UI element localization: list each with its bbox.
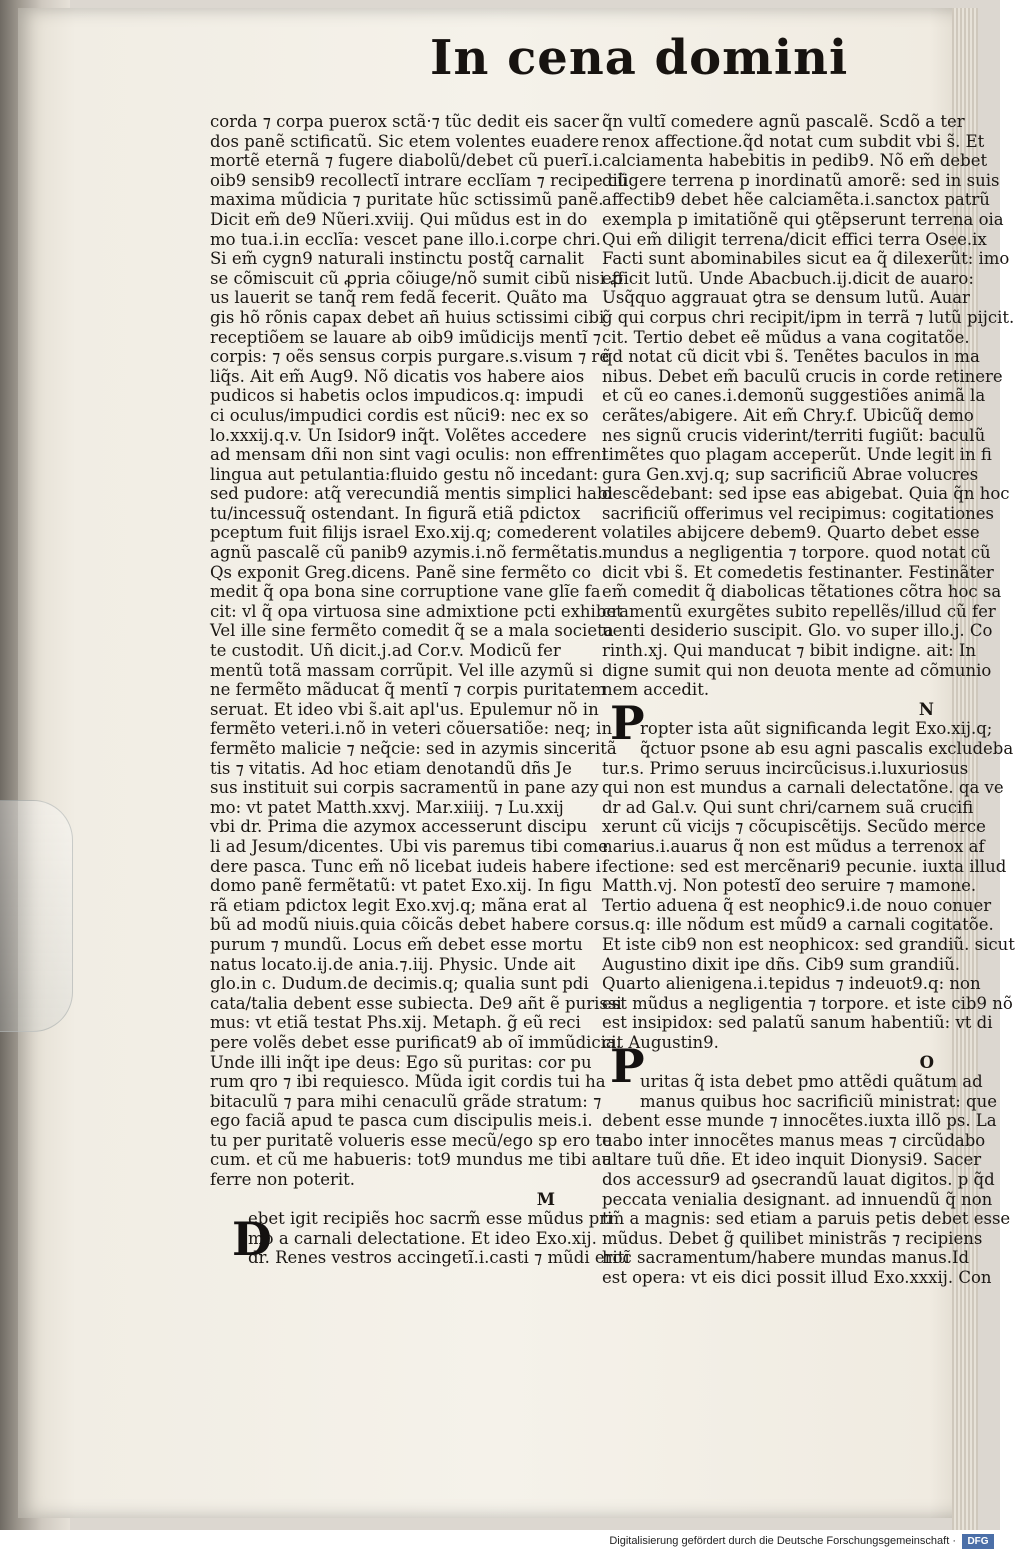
text-line: rum qro ⁊ ibi requiesco. Mũda igit cordis tui ha: [210, 1072, 606, 1092]
text-line: dr. Renes vestros accingetĩ.i.casti ⁊ mũdi eritĩ: [248, 1248, 630, 1268]
text-line: sacrificiũ offerimus vel recipimus: cogitationes: [602, 503, 995, 523]
text-line: cit. Tertio debet eẽ mũdus a vana cogitatõe.: [602, 327, 970, 347]
text-line: natus locato.ij.de ania.⁊.iij. Physic. Unde ait: [210, 954, 576, 974]
text-line: uenti desiderio suscipit. Glo. vo super illo.j. Co: [602, 621, 993, 641]
text-line: et cũ eo canes.i.demonũ suggestiões animã la: [602, 386, 986, 406]
text-line: manus quibus hoc sacrificiũ ministrat: que: [640, 1091, 998, 1111]
text-line: tis ⁊ vitatis. Ad hoc etiam denotandũ dñs Je: [210, 758, 572, 778]
text-line: medit q̃ opa bona sine corruptione vane glĩe fa: [210, 582, 601, 602]
text-line: exempla p imitatiõnẽ qui ꝯtẽpserunt terrena oia: [602, 209, 1004, 229]
text-line: ci oculus/impudici cordis est nũci9: nec ex so: [210, 405, 589, 425]
text-line: mentũ totã massam corrũpit. Vel ille azymũ si: [210, 660, 594, 680]
text-line: dr ad Gal.v. Qui sunt chri/carnem suã crucifi: [602, 797, 974, 817]
text-line: pere volẽs debet esse purificat9 ab oĩ immũdicia.: [210, 1032, 622, 1052]
text-line: peccata venialia designant. ad innuendũ q̃ non: [602, 1189, 993, 1209]
text-line: tu per puritatẽ volueris esse mecũ/ego sp ero te: [210, 1130, 612, 1150]
text-line: Unde illi inq̃t ipe deus: Ego sũ puritas: cor pu: [210, 1052, 592, 1072]
text-line: fermẽto veteri.i.nõ in veteri cõuersatiõe: neq; in: [210, 719, 613, 739]
text-line: sed pudore: atq̃ verecundiã mentis simplici habi: [210, 484, 613, 504]
text-line: ne fermẽto mãducat q̃ mentĩ ⁊ corpis puritatem: [210, 680, 607, 700]
text-line: debent esse munde ⁊ innocẽtes.iuxta illõ ps. La: [602, 1111, 997, 1131]
text-line: Facti sunt abominabiles sicut ea q̃ dilexerũt: imo: [602, 249, 1010, 269]
text-line: q̃n vultĩ comedere agnũ pascalẽ. Scdõ a ter: [602, 112, 965, 131]
text-line: purum ⁊ mundũ. Locus em̃ debet esse mortu: [210, 934, 583, 954]
text-line: Et iste cib9 non est neophicox: sed grandiũ. sicut: [602, 934, 1015, 954]
text-line: nem accedit.: [602, 680, 710, 700]
text-line: ebet igit recipiẽs hoc sacrm̃ esse mũdus pri: [248, 1209, 613, 1229]
text-line: rinth.xj. Qui manducat ⁊ bibit indigne. ait: In: [602, 641, 977, 661]
text-line: ropter ista aũt significanda legit Exo.xij.q;: [640, 719, 993, 739]
text-line: ad mensam dñi non sint vagi oculis: non effreni: [210, 445, 607, 465]
initial-letter-p: P: [610, 696, 645, 750]
text-line: cramentũ exurgẽtes subito repellẽs/illud cũ fer: [602, 601, 996, 621]
text-line: tu/incessuq̃ ostendant. In figurã etiã pdictox: [210, 503, 581, 523]
text-line: domo panẽ fermẽtatũ: vt patet Exo.xij. In figu: [210, 876, 592, 896]
text-line: gis hõ rõnis capax debet añ huius sctissimi cibi: [210, 307, 605, 327]
page-clip: [0, 800, 73, 1032]
text-line: sus instituit sui corpis sacramentũ in pane azy: [210, 778, 599, 798]
text-line: ferre non poterit.: [210, 1170, 356, 1190]
text-line: Qui em̃ diligit terrena/dicit effici terra Osee.ix: [602, 229, 987, 249]
text-line: nibus. Debet em̃ baculũ crucis in corde retinere: [602, 366, 1003, 386]
text-line: uabo inter innocẽtes manus meas ⁊ circũdabo: [602, 1130, 986, 1150]
text-line: corda ⁊ corpa puerox sctã·⁊ tũc dedit eis sacer: [210, 112, 599, 131]
footer-bar: [0, 1530, 1000, 1554]
text-line: tm̃ a magnis: sed etiam a paruis petis debet esse: [602, 1209, 1011, 1229]
text-line: us lauerit se tanq̃ rem fedã fecerit. Quãto ma: [210, 288, 588, 308]
text-column-right: [602, 112, 1015, 1288]
text-line: bitaculũ ⁊ para mihi cenaculũ grãde stratum: ⁊: [210, 1091, 602, 1111]
text-column-left: [210, 112, 630, 1268]
text-line: corpis: ⁊ oẽs sensus corpis purgare.s.visum ⁊ re: [210, 347, 610, 367]
text-line: Matth.vj. Non potestĩ deo seruire ⁊ mamone.: [602, 876, 977, 896]
text-line: Quarto alienigena.i.tepidus ⁊ indeuot9.q: non: [602, 974, 981, 994]
text-line: digne sumit qui non deuota mente ad cõmunio: [602, 660, 992, 680]
text-line: diligere terrena p inordinatũ amorẽ: sed in suis: [602, 170, 1000, 190]
initial-letter-p-second: P: [610, 1039, 645, 1093]
text-line: narius.i.auarus q̃ non est mũdus a terrenox af: [602, 836, 985, 856]
text-line: q̃ctuor psone ab esu agni pascalis excludeba: [640, 739, 1014, 758]
text-line: Usq̃quo aggrauat ꝯtra se densum lutũ. Auar: [602, 288, 970, 308]
text-line: mundus a negligentia ⁊ torpore. quod notat cũ: [602, 543, 991, 563]
text-line: Dicit em̃ de9 Nũeri.xviij. Qui mũdus est in do: [210, 209, 588, 229]
text-line: oib9 sensib9 recollectĩ intrare ecclĩam ⁊ recipe cũ: [210, 170, 628, 190]
text-line: g̃ qui corpus chri recipit/ipm in terrã ⁊ lutũ pijcit.: [602, 307, 1015, 327]
text-line: qui non est mundus a carnali delectatõne. qa ve: [602, 778, 1004, 798]
text-line: te custodit. Uñ dicit.j.ad Cor.v. Modicũ fer: [210, 641, 561, 661]
text-line: altare tuũ dñe. Et ideo inquit Dionysi9. Sacer: [602, 1150, 982, 1170]
text-line: efficit lutũ. Unde Abacbuch.ij.dicit de auaro:: [602, 268, 974, 288]
text-line: Si em̃ cygn9 naturali instinctu postq̃ carnalit: [210, 249, 584, 269]
text-line: q̃d notat cũ dicit vbi s̃. Tenẽtes baculos in ma: [602, 347, 980, 367]
text-line: cata/talia debent esse subiecta. De9 añt ẽ purissi: [210, 993, 622, 1013]
text-line: renox affectione.q̃d notat cum subdit vbi s̃. Et: [602, 131, 985, 151]
text-line: maxima mũdicia ⁊ puritate hũc sctissimũ panẽ.: [210, 190, 604, 210]
text-line: descẽdebant: sed ipse eas abigebat. Quia q̃n hoc: [602, 484, 1010, 504]
text-line: mo a carnali delectatione. Et ideo Exo.xij.: [248, 1228, 597, 1248]
text-line: est opera: vt eis dici possit illud Exo.xxxij. Con: [602, 1268, 992, 1288]
text-line: xerunt cũ vicijs ⁊ cõcupiscẽtijs. Secũdo merce: [602, 817, 986, 837]
signature-mark: M: [536, 1189, 555, 1209]
initial-letter-d: D: [232, 1212, 272, 1266]
text-line: pudicos si habetis oclos impudicos.q: impudi: [210, 386, 584, 406]
text-line: ego faciã apud te pasca cum discipulis meis.i.: [210, 1111, 593, 1131]
text-line: agnũ pascalẽ cũ panib9 azymis.i.nõ fermẽtatis.: [210, 543, 603, 563]
text-line: Tertio aduena q̃ est neophic9.i.de nouo conuer: [602, 895, 992, 915]
text-line: lo.xxxij.q.v. Un Isidor9 inq̃t. Volẽtes accedere: [210, 425, 587, 445]
text-line: mortẽ eternã ⁊ fugere diabolũ/debet cũ puerĩ.i.: [210, 151, 604, 171]
text-line: mo tua.i.in ecclĩa: vescet pane illo.i.corpe chri.: [210, 229, 601, 249]
text-line: receptiõem se lauare ab oib9 imũdicijs mentĩ ⁊: [210, 327, 601, 347]
text-line: cerãtes/abigere. Ait em̃ Chry.f. Ubicũq̃ demo: [602, 405, 974, 425]
text-line: sus.q: ille nõdum est mũd9 a carnali cogitatõe.: [602, 915, 994, 935]
text-line: se cõmiscuit cũ ꝓpria cõiuge/nõ sumit cibũ nisi ꝓ: [210, 268, 624, 288]
text-line: lingua aut petulantia:fluido gestu nõ incedant:: [210, 464, 599, 484]
text-line: cum. et cũ me habueris: tot9 mundus me tibi au: [210, 1150, 613, 1170]
dfg-logo: DFG: [962, 1534, 994, 1549]
text-line: em̃ comedit q̃ diabolicas tẽtationes cõtra hoc sa: [602, 582, 1002, 602]
text-line: Vel ille sine fermẽto comedit q̃ se a mala societa: [210, 621, 614, 641]
text-line: hoc sacramentum/habere mundas manus.Id: [602, 1248, 970, 1268]
text-line: pceptum fuit filijs israel Exo.xij.q; comederent: [210, 523, 597, 543]
text-line: calciamenta habebitis in pedib9. Nõ em̃ debet: [602, 151, 988, 171]
signature-mark: O: [919, 1052, 934, 1072]
running-title: In cena domini: [430, 30, 849, 86]
signature-mark: N: [918, 699, 934, 719]
text-line: bũ ad modũ niuis.quia cõicãs debet habere cor: [210, 915, 602, 935]
text-line: liq̃s. Ait em̃ Aug9. Nõ dicatis vos habere aios: [210, 366, 585, 386]
text-line: vbi dr. Prima die azymox accesserunt discipu: [210, 817, 588, 837]
text-line: Augustino dixit ipe dñs. Cib9 sum grandiũ.: [602, 954, 961, 974]
text-line: fermẽto malicie ⁊ neq̃cie: sed in azymis sinceritã: [210, 739, 617, 758]
digitization-credit: Digitalisierung gefördert durch die Deutsche Forschungsgemeinschaft ·: [609, 1535, 956, 1547]
text-line: volatiles abijcere debem9. Quarto debet esse: [602, 523, 980, 543]
text-line: est mũdus a negligentia ⁊ torpore. et iste cib9 nõ: [602, 993, 1013, 1013]
text-line: mus: vt etiã testat Phs.xij. Metaph. g̃ eũ reci: [210, 1013, 581, 1033]
text-line: cit Augustin9.: [602, 1032, 719, 1052]
text-line: est insipidox: sed palatũ sanum habentiũ: vt di: [602, 1013, 993, 1033]
text-line: dos panẽ sctificatũ. Sic etem volentes euadere: [210, 131, 600, 151]
text-line: glo.in c. Dudum.de decimis.q; qualia sunt pdi: [210, 974, 589, 994]
text-line: dere pasca. Tunc em̃ nõ licebat iudeis habere i: [210, 856, 601, 876]
text-line: mũdus. Debet g̃ quilibet ministrãs ⁊ recipiens: [602, 1228, 983, 1248]
text-line: tur.s. Primo seruus incircũcisus.i.luxuriosus: [602, 758, 969, 778]
text-line: uritas q̃ ista debet pmo attẽdi quãtum ad: [640, 1072, 983, 1092]
text-line: seruat. Et ideo vbi s̃.ait apl'us. Epulemur nõ in: [210, 699, 599, 719]
text-line: cit: vl q̃ opa virtuosa sine admixtione pcti exhibet: [210, 601, 623, 621]
text-line: li ad Jesum/dicentes. Ubi vis paremus tibi come: [210, 836, 608, 856]
text-line: mo: vt patet Matth.xxvj. Mar.xiiij. ⁊ Lu.xxij: [210, 797, 564, 817]
text-line: nes signũ crucis viderint/territi fugiũt: baculũ: [602, 425, 986, 445]
text-line: gura Gen.xvj.q; sup sacrificiũ Abrae volucres: [602, 464, 979, 484]
text-line: Qs exponit Greg.dicens. Panẽ sine fermẽto co: [210, 562, 592, 582]
text-line: timẽtes quo plagam acceperũt. Unde legit in fi: [602, 445, 992, 465]
text-line: rã etiam pdictox legit Exo.xvj.q; mãna erat al: [210, 895, 588, 915]
text-line: dos accessur9 ad ꝯsecrandũ lauat digitos. p q̃d: [602, 1170, 995, 1190]
text-line: affectib9 debet hẽe calciamẽta.i.sanctox patrũ: [602, 190, 990, 210]
text-line: dicit vbi s̃. Et comedetis festinanter. Festinãter: [602, 562, 994, 582]
text-line: fectione: sed est mercẽnari9 pecunie. iuxta illud: [602, 856, 1007, 876]
